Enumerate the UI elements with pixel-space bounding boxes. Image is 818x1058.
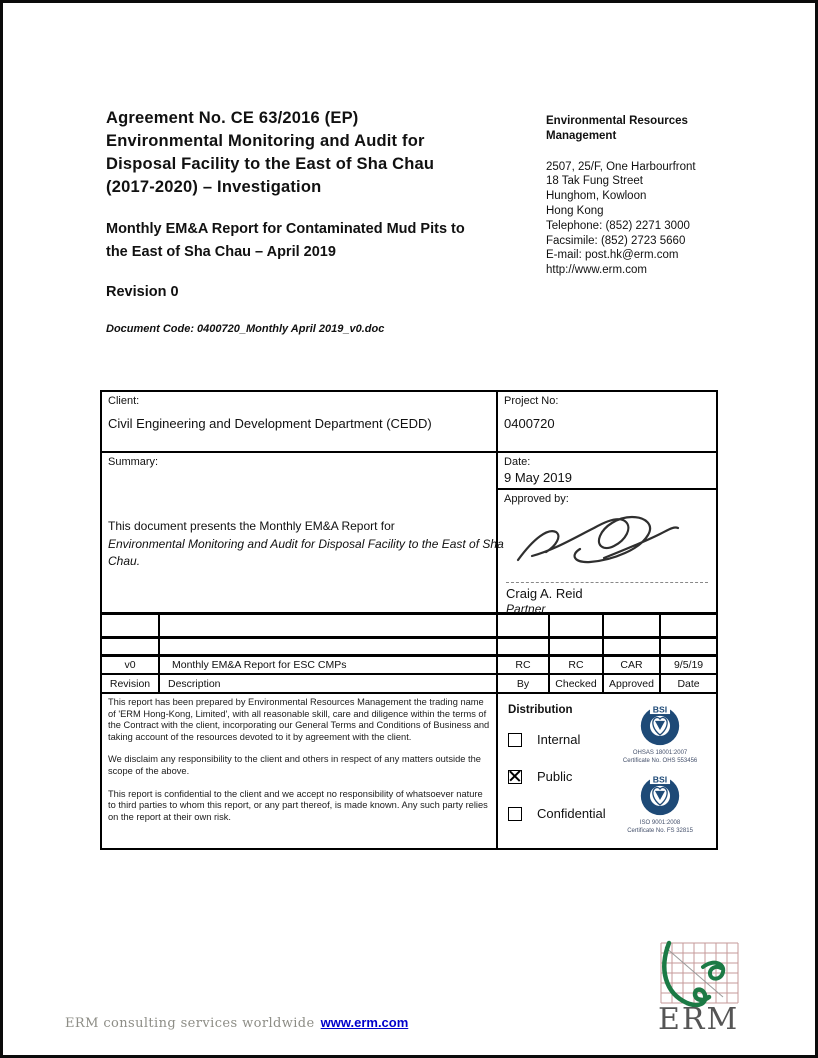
revision-date: 9/5/19: [660, 655, 717, 674]
disclaimer-cell: [101, 693, 497, 849]
svg-text:BSI: BSI: [652, 774, 668, 785]
certification-badge: [627, 774, 693, 835]
page-title: [106, 107, 546, 199]
checkbox-confidential-label: Confidential: [537, 806, 606, 821]
email-line: E-mail: post.hk@erm.com: [546, 249, 679, 262]
summary-text: This document presents the Monthly EM&A Report for Environmental Monitoring and Audit for Disposal Facility to the East of Sha Chau.: [108, 519, 504, 568]
checkbox-public-label: Public: [537, 769, 573, 784]
document-code: Document Code: 0400720_Monthly April 2019_v0.doc: [106, 323, 385, 335]
disclaimer-paragraph: This report has been prepared by Environmental Resources Management the trading name of 'ERM Hong-Kong, Limited', with all reasonable skill, care and diligence within the terms of the Contract with the client, incorporating our General Terms and Conditions of Business and taking account of the resources devoted to it by agreement with the client.: [108, 697, 490, 742]
date-cell: [497, 452, 717, 489]
disclaimer-paragraph: We disclaim any responsibility to the client and others in respect of any matters outside the scope of the above.: [108, 754, 481, 776]
header-revision: Revision: [101, 674, 159, 693]
revision-approved: CAR: [603, 655, 660, 674]
empty-revision-row: [101, 613, 717, 637]
erm-logo: [647, 939, 755, 1038]
client-value: Civil Engineering and Development Department (CEDD): [108, 416, 432, 431]
address-line: 2507, 25/F, One Harbourfront: [546, 160, 696, 173]
revision-header-row: [101, 674, 717, 693]
client-cell: [101, 391, 497, 452]
empty-revision-row: [101, 637, 717, 655]
distribution-option-internal: [508, 732, 608, 747]
fax-line: Facsimile: (852) 2723 5660: [546, 234, 686, 247]
header-checked: Checked: [549, 674, 603, 693]
svg-text:BSI: BSI: [652, 704, 668, 715]
revision-id: v0: [101, 655, 159, 674]
project-no-value: 0400720: [504, 416, 555, 431]
address-line: Hong Kong: [546, 204, 604, 217]
footer-tagline: ERM consulting services worldwide: [65, 1016, 315, 1031]
agreement-title-line: (2017-2020) – Investigation: [106, 178, 322, 196]
website-line: http://www.erm.com: [546, 264, 647, 277]
approver-name: Craig A. Reid: [506, 586, 583, 601]
report-subtitle: [106, 218, 526, 263]
revision-label: Revision 0: [106, 284, 179, 300]
approver-title: Partner: [506, 602, 546, 616]
agreement-title-line: Disposal Facility to the East of Sha Chau: [106, 155, 435, 173]
date-value: 9 May 2019: [504, 470, 572, 485]
distribution-option-confidential: [508, 806, 608, 821]
company-address: [546, 160, 726, 278]
address-line: Hunghom, Kowloon: [546, 190, 647, 203]
approved-by-label: Approved by:: [504, 493, 569, 505]
footer: [65, 1015, 408, 1031]
header-approved: Approved: [603, 674, 660, 693]
checkbox-confidential[interactable]: [508, 807, 522, 821]
agreement-title-line: Environmental Monitoring and Audit for: [106, 132, 425, 150]
checkbox-internal-label: Internal: [537, 732, 581, 747]
subtitle-line: the East of Sha Chau – April 2019: [106, 243, 336, 260]
erm-website-link[interactable]: www.erm.com: [320, 1015, 409, 1030]
header-description: Description: [159, 674, 497, 693]
subtitle-line: Monthly EM&A Report for Contaminated Mud Pits to: [106, 221, 465, 237]
company-contact-block: [546, 114, 726, 278]
certification-caption: ISO 9001:2008 Certificate No. FS 32815: [627, 820, 693, 834]
certification-badge: [623, 704, 697, 765]
signature-line: [506, 582, 708, 583]
distribution-label: Distribution: [508, 704, 573, 716]
signature-image: [508, 504, 698, 583]
header-by: By: [497, 674, 549, 693]
project-no-label: Project No:: [504, 395, 559, 407]
approved-by-cell: [497, 489, 717, 616]
agreement-title-line: Agreement No. CE 63/2016 (EP): [106, 109, 359, 127]
revision-description: Monthly EM&A Report for ESC CMPs: [159, 655, 497, 674]
disclaimer-paragraph: This report is confidential to the client and we accept no responsibility of whatsoever nature to third parties to whom this report, or any part thereof, is made known. Any such party relies on the report at their own risk.: [108, 788, 488, 822]
distribution-option-public: [508, 769, 608, 784]
date-label: Date:: [504, 456, 531, 468]
revision-history-row: [101, 655, 717, 674]
bsi-certification-mark-icon: [638, 774, 682, 819]
checkbox-public[interactable]: [508, 770, 522, 784]
checkbox-internal[interactable]: [508, 733, 522, 747]
summary-cell: [101, 452, 504, 613]
phone-line: Telephone: (852) 2271 3000: [546, 219, 690, 232]
revision-by: RC: [497, 655, 549, 674]
bsi-certification-mark-icon: [638, 704, 682, 749]
info-table: [100, 390, 718, 850]
revision-checked: RC: [549, 655, 603, 674]
svg-text:ERM: ERM: [658, 1002, 740, 1033]
certification-caption: OHSAS 18001:2007 Certificate No. OHS 553456: [622, 750, 698, 764]
project-no-cell: [497, 391, 717, 452]
client-label: Client:: [108, 395, 140, 407]
header-date: Date: [660, 674, 717, 693]
company-name: Environmental Resources Management: [546, 115, 688, 142]
distribution-cell: [497, 693, 717, 849]
address-line: 18 Tak Fung Street: [546, 175, 643, 188]
summary-label: Summary:: [108, 456, 159, 468]
